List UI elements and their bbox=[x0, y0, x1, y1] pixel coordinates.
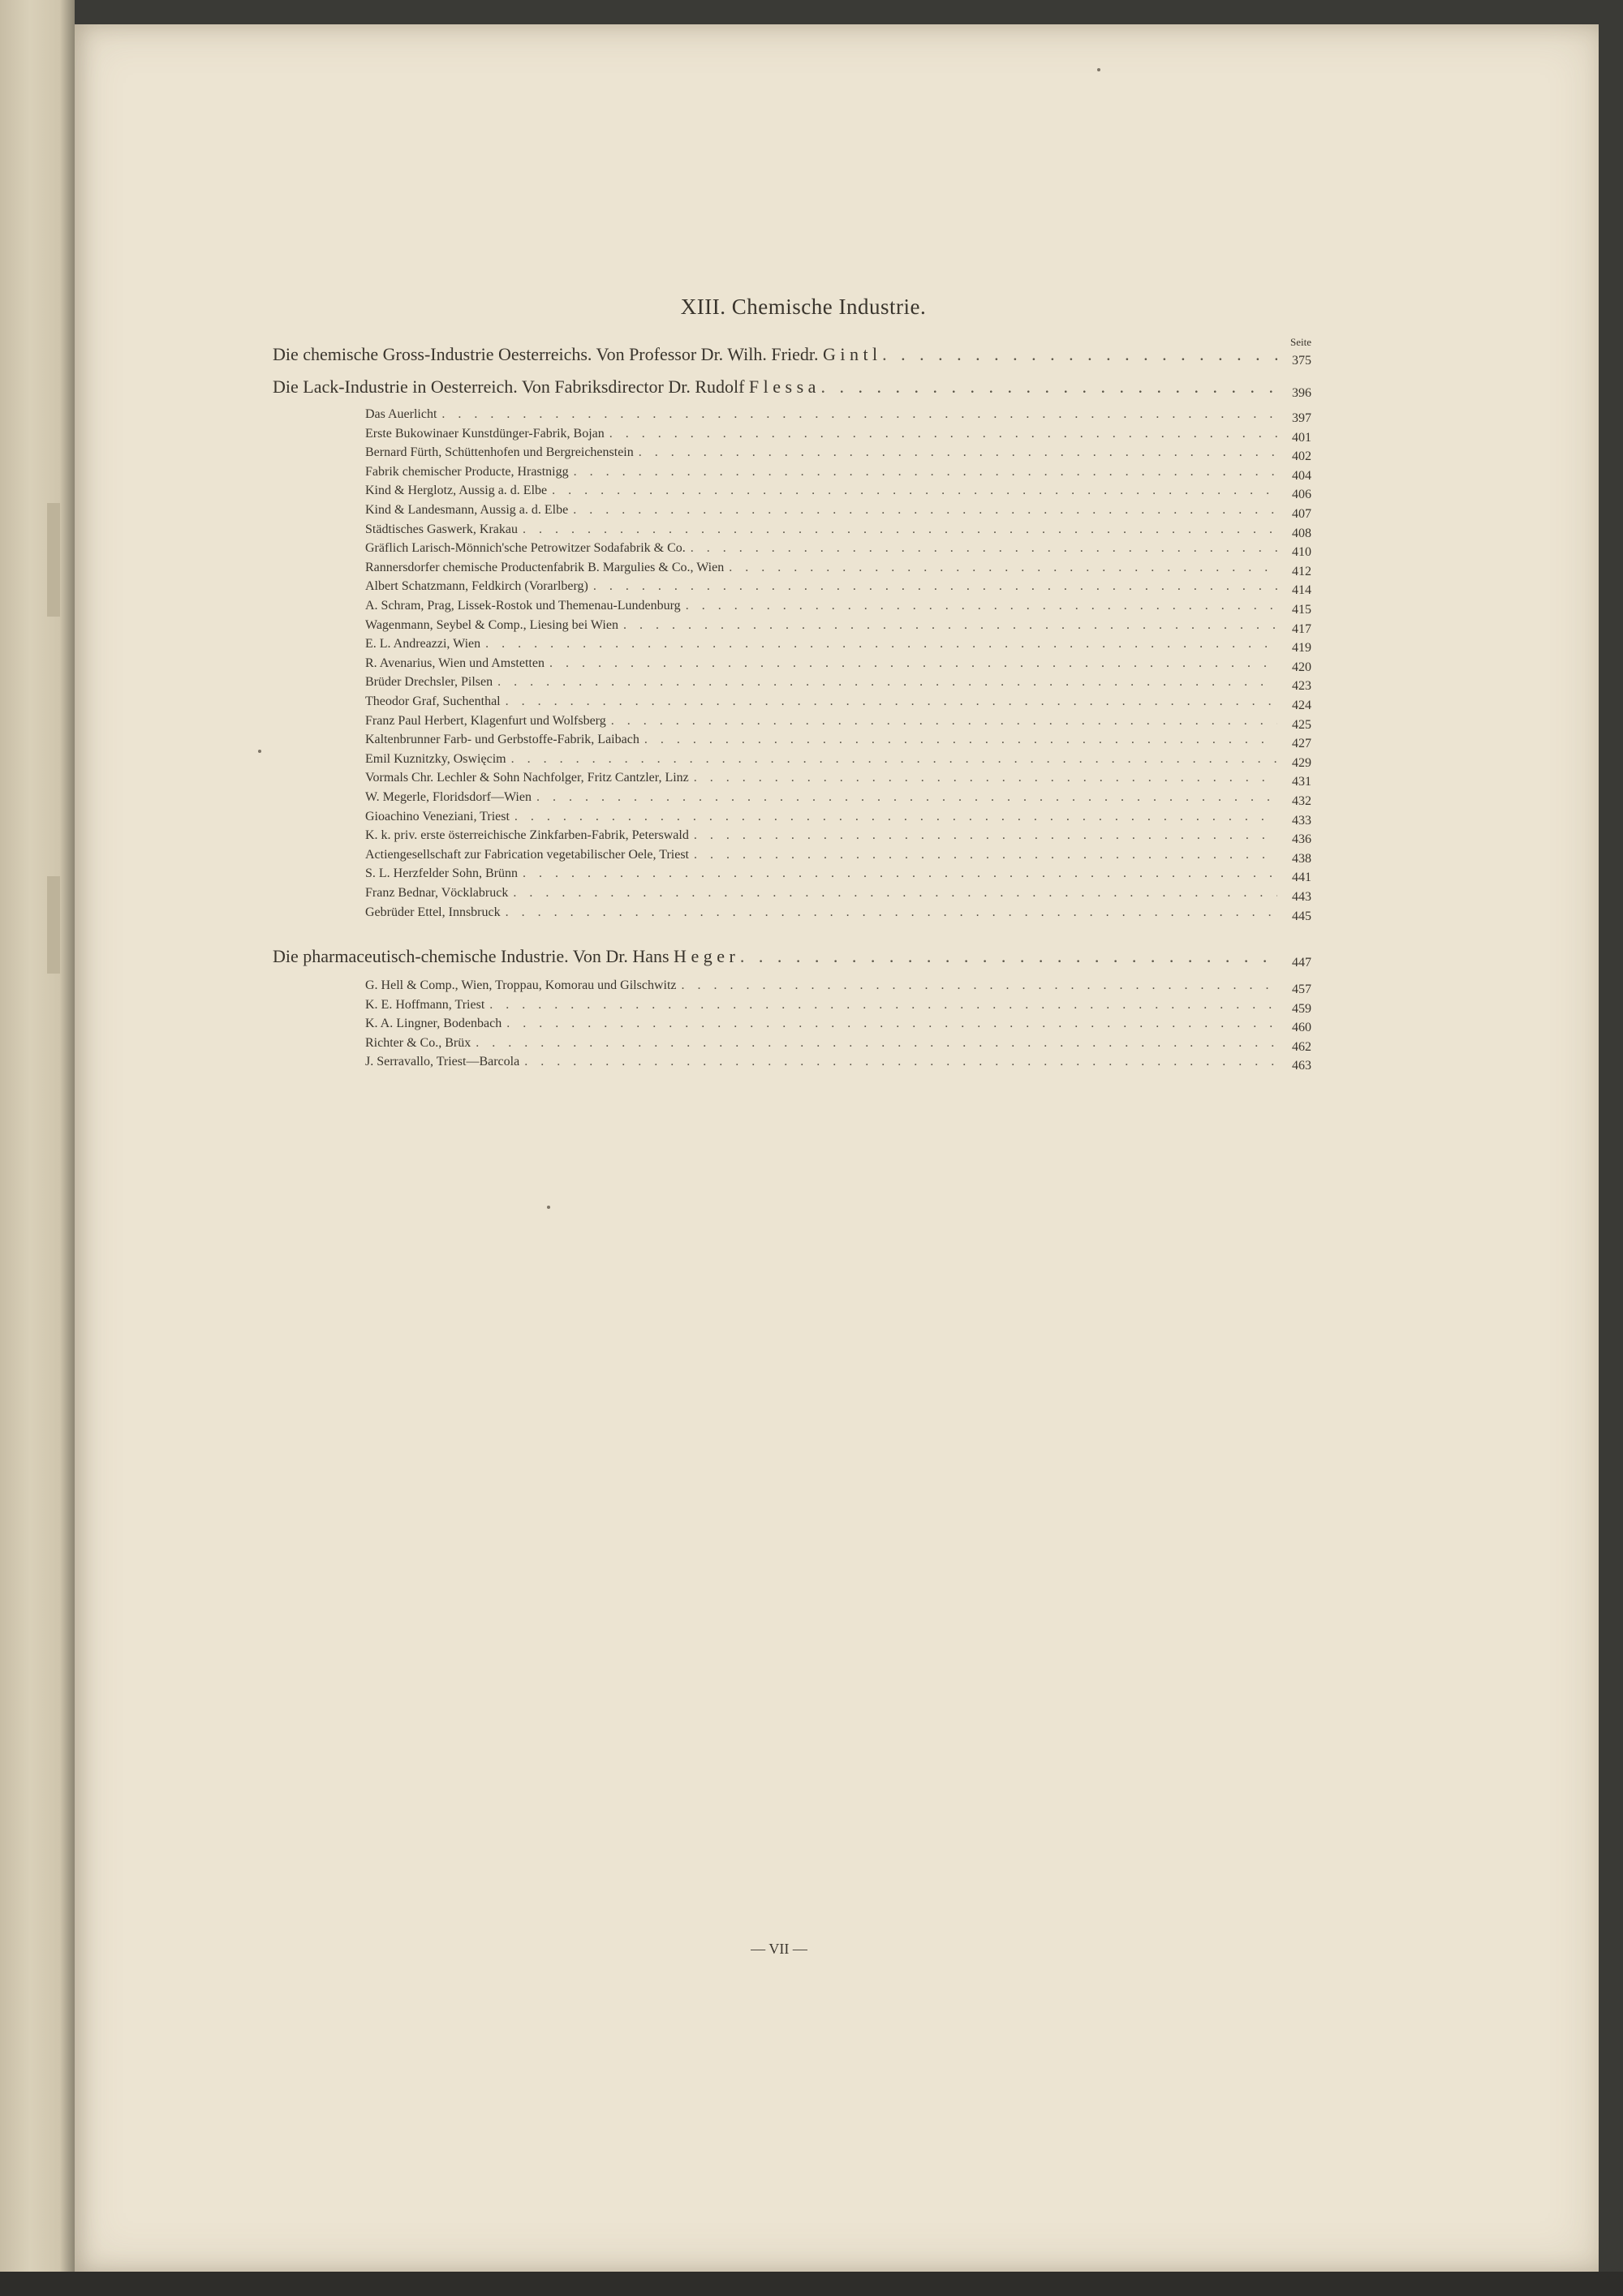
toc-entry-major bbox=[273, 344, 1311, 368]
toc-subentry-title: Gebrüder Ettel, Innsbruck bbox=[365, 905, 501, 919]
toc-subentry-page: 445 bbox=[1292, 909, 1311, 923]
dot-leader bbox=[681, 978, 1277, 993]
toc-subentry-page: 414 bbox=[1292, 583, 1311, 598]
toc-subentry bbox=[365, 886, 1311, 904]
toc-subentry-page: 429 bbox=[1292, 755, 1311, 770]
toc-subentry-title: Richter & Co., Brüx bbox=[365, 1035, 471, 1050]
toc-subentry-title: Städtisches Gaswerk, Krakau bbox=[365, 522, 518, 536]
toc-subentry-title: Brüder Drechsler, Pilsen bbox=[365, 675, 493, 690]
dot-leader bbox=[549, 656, 1277, 671]
toc-subentry-page: 460 bbox=[1292, 1021, 1311, 1035]
toc-subentry-page: 402 bbox=[1292, 449, 1311, 464]
toc-subentry bbox=[365, 503, 1311, 521]
toc-subentry-page: 407 bbox=[1292, 507, 1311, 521]
toc-subentry-page: 417 bbox=[1292, 621, 1311, 636]
toc-subentry-page: 412 bbox=[1292, 564, 1311, 578]
toc-subentry-title: J. Serravallo, Triest—Barcola bbox=[365, 1055, 520, 1069]
toc-subentry-page: 427 bbox=[1292, 737, 1311, 751]
toc-entry-major bbox=[273, 376, 1311, 398]
toc-subentry bbox=[365, 522, 1311, 540]
toc-subentry-page: 415 bbox=[1292, 603, 1311, 617]
toc-subentry-page: 397 bbox=[1292, 411, 1311, 425]
toc-subentry bbox=[365, 675, 1311, 694]
toc-subentry-page: 438 bbox=[1292, 851, 1311, 866]
toc-subentry-page: 419 bbox=[1292, 641, 1311, 656]
dot-leader bbox=[536, 790, 1277, 805]
toc-subentry bbox=[365, 1035, 1311, 1054]
toc-entry-page: 396 bbox=[1292, 386, 1311, 400]
toc-subentry bbox=[365, 656, 1311, 674]
toc-subentry bbox=[365, 828, 1311, 847]
toc-subentry bbox=[365, 694, 1311, 712]
toc-subentry bbox=[365, 713, 1311, 732]
toc-subentry bbox=[365, 637, 1311, 656]
toc-subentry-title: Fabrik chemischer Producte, Hrastnigg bbox=[365, 464, 569, 479]
page-number-footer: — VII — bbox=[751, 1941, 807, 1957]
toc-subentry-title: Kind & Herglotz, Aussig a. d. Elbe bbox=[365, 484, 548, 498]
toc-subentry bbox=[365, 771, 1311, 789]
toc-subentry bbox=[365, 733, 1311, 751]
paper-speck bbox=[258, 750, 261, 753]
dot-leader bbox=[686, 599, 1277, 613]
toc-entry-title: Die Lack-Industrie in Oesterreich. Von Fabriksdirector Dr. Rudolf F l e s s a bbox=[273, 376, 816, 397]
dot-leader bbox=[574, 465, 1277, 479]
dot-leader bbox=[740, 946, 1277, 967]
dot-leader bbox=[609, 427, 1277, 441]
toc-subentry-page: 420 bbox=[1292, 660, 1311, 674]
toc-subentry bbox=[365, 790, 1311, 808]
toc-subentry-title: Emil Kuznitzky, Oswięcim bbox=[365, 751, 506, 766]
toc-subentry-title: Das Auerlicht bbox=[365, 407, 437, 421]
toc-subentry bbox=[365, 751, 1311, 770]
toc-subentry bbox=[365, 599, 1311, 617]
toc-subentry bbox=[365, 1017, 1311, 1035]
dot-leader bbox=[441, 407, 1277, 422]
dot-leader bbox=[611, 714, 1277, 729]
dot-leader bbox=[820, 376, 1277, 398]
toc-subentry-page: 436 bbox=[1292, 832, 1311, 847]
toc-subentry bbox=[365, 560, 1311, 578]
toc-subentry-page: 401 bbox=[1292, 430, 1311, 445]
toc-subentry-title: Kaltenbrunner Farb- und Gerbstoffe-Fabrik, Laibach bbox=[365, 733, 639, 747]
toc-subentry bbox=[365, 809, 1311, 828]
dot-leader bbox=[593, 579, 1277, 594]
toc-entry-title: Die pharmaceutisch-chemische Industrie. Von Dr. Hans H e g e r bbox=[273, 946, 735, 966]
toc-subentry-page: 457 bbox=[1292, 982, 1311, 996]
toc-subentry bbox=[365, 464, 1311, 483]
toc-entry-page: 447 bbox=[1292, 956, 1311, 970]
dot-leader bbox=[523, 866, 1277, 881]
toc-subentry bbox=[365, 407, 1311, 425]
page-column-label: Seite bbox=[1290, 336, 1311, 348]
toc-subentry bbox=[365, 579, 1311, 598]
toc-subentry bbox=[365, 484, 1311, 502]
toc-subentry-title: Vormals Chr. Lechler & Sohn Nachfolger, Fritz Cantzler, Linz bbox=[365, 771, 689, 785]
toc-subentry-title: S. L. Herzfelder Sohn, Brünn bbox=[365, 866, 518, 881]
toc-subentry-title: Franz Paul Herbert, Klagenfurt und Wolfsberg bbox=[365, 713, 606, 728]
toc-subentry-title: Franz Bednar, Vöcklabruck bbox=[365, 886, 509, 900]
toc-subentry-title: A. Schram, Prag, Lissek-Rostok und Themenau-Lundenburg bbox=[365, 599, 681, 613]
toc-subentry-title: Gioachino Veneziani, Triest bbox=[365, 809, 510, 823]
dot-leader bbox=[639, 445, 1277, 460]
toc-subentry-page: 443 bbox=[1292, 890, 1311, 904]
dot-leader bbox=[524, 1055, 1277, 1069]
toc-subentry bbox=[365, 426, 1311, 445]
toc-subentry bbox=[365, 905, 1311, 923]
dot-leader bbox=[514, 810, 1277, 824]
paper-speck bbox=[547, 1206, 550, 1209]
toc-subentry-title: K. E. Hoffmann, Triest bbox=[365, 997, 485, 1012]
toc-subentry-page: 463 bbox=[1292, 1059, 1311, 1073]
toc-subentry bbox=[365, 997, 1311, 1016]
dot-leader bbox=[552, 484, 1277, 498]
paper-speck bbox=[1097, 68, 1100, 71]
toc-subentry-title: Actiengesellschaft zur Fabrication vegetabilischer Oele, Triest bbox=[365, 847, 689, 862]
toc-subentry bbox=[365, 847, 1311, 866]
dot-leader bbox=[523, 522, 1277, 537]
section-title: XIII. Chemische Industrie. bbox=[680, 295, 927, 319]
dot-leader bbox=[506, 1017, 1277, 1031]
toc-subentry-page: 432 bbox=[1292, 794, 1311, 808]
dot-leader bbox=[623, 618, 1277, 633]
toc-subentry bbox=[365, 978, 1311, 996]
toc-subentry bbox=[365, 1055, 1311, 1073]
toc-subentry-title: Erste Bukowinaer Kunstdünger-Fabrik, Bojan bbox=[365, 426, 605, 441]
dot-leader bbox=[882, 344, 1277, 365]
toc-subentry-page: 433 bbox=[1292, 813, 1311, 828]
toc-subentry-title: K. A. Lingner, Bodenbach bbox=[365, 1017, 502, 1031]
toc-subentry-page: 408 bbox=[1292, 526, 1311, 540]
dot-leader bbox=[644, 733, 1277, 747]
toc-subentry-title: Kind & Landesmann, Aussig a. d. Elbe bbox=[365, 503, 569, 517]
toc-entry-major bbox=[273, 946, 1311, 970]
toc-subentry-title: R. Avenarius, Wien und Amstetten bbox=[365, 656, 545, 670]
toc-subentry-title: Rannersdorfer chemische Productenfabrik B. Margulies & Co., Wien bbox=[365, 560, 725, 574]
dot-leader bbox=[691, 541, 1277, 556]
toc-subentry-page: 459 bbox=[1292, 1001, 1311, 1016]
dot-leader bbox=[506, 905, 1277, 920]
toc-subentry-page: 410 bbox=[1292, 545, 1311, 560]
toc-subentry-page: 441 bbox=[1292, 871, 1311, 885]
toc-subentry-page: 423 bbox=[1292, 679, 1311, 694]
toc-subentry-title: Albert Schatzmann, Feldkirch (Vorarlberg) bbox=[365, 579, 588, 594]
toc-subentry-title: K. k. priv. erste österreichische Zinkfarben-Fabrik, Peterswald bbox=[365, 828, 689, 843]
dot-leader bbox=[497, 675, 1277, 690]
dot-leader bbox=[506, 694, 1277, 709]
toc-subentry-title: Gräflich Larisch-Mönnich'sche Petrowitzer Sodafabrik & Co. bbox=[365, 541, 686, 556]
toc-subentry-title: E. L. Andreazzi, Wien bbox=[365, 637, 481, 651]
toc-subentry bbox=[365, 866, 1311, 885]
dot-leader bbox=[694, 771, 1277, 785]
toc-subentry bbox=[365, 541, 1311, 560]
dot-leader bbox=[573, 503, 1277, 518]
toc-subentry-title: W. Megerle, Floridsdorf—Wien bbox=[365, 790, 532, 804]
toc-subentry-page: 462 bbox=[1292, 1039, 1311, 1054]
toc-subentry-title: G. Hell & Comp., Wien, Troppau, Komorau und Gilschwitz bbox=[365, 978, 677, 992]
toc-subentry-title: Wagenmann, Seybel & Comp., Liesing bei Wien bbox=[365, 617, 618, 632]
toc-subentry bbox=[365, 445, 1311, 464]
dot-leader bbox=[485, 637, 1277, 651]
dot-leader bbox=[511, 752, 1277, 767]
toc-entry-title: Die chemische Gross-Industrie Oesterreichs. Von Professor Dr. Wilh. Friedr. G i n t l bbox=[273, 344, 878, 364]
toc-entry-page: 375 bbox=[1292, 354, 1311, 368]
toc-subentry-page: 404 bbox=[1292, 468, 1311, 483]
toc-subentry-title: Bernard Fürth, Schüttenhofen und Bergreichenstein bbox=[365, 445, 634, 460]
toc-subentry-page: 431 bbox=[1292, 775, 1311, 789]
toc-subentry-title: Theodor Graf, Suchenthal bbox=[365, 694, 501, 708]
toc-subentry-page: 424 bbox=[1292, 699, 1311, 712]
dot-leader bbox=[489, 998, 1277, 1013]
dot-leader bbox=[694, 848, 1277, 862]
dot-leader bbox=[476, 1036, 1277, 1051]
toc-subentry-page: 406 bbox=[1292, 488, 1311, 502]
dot-leader bbox=[513, 886, 1277, 901]
dot-leader bbox=[729, 561, 1277, 575]
toc-subentry bbox=[365, 617, 1311, 636]
dot-leader bbox=[694, 828, 1277, 843]
toc-subentry-page: 425 bbox=[1292, 717, 1311, 732]
